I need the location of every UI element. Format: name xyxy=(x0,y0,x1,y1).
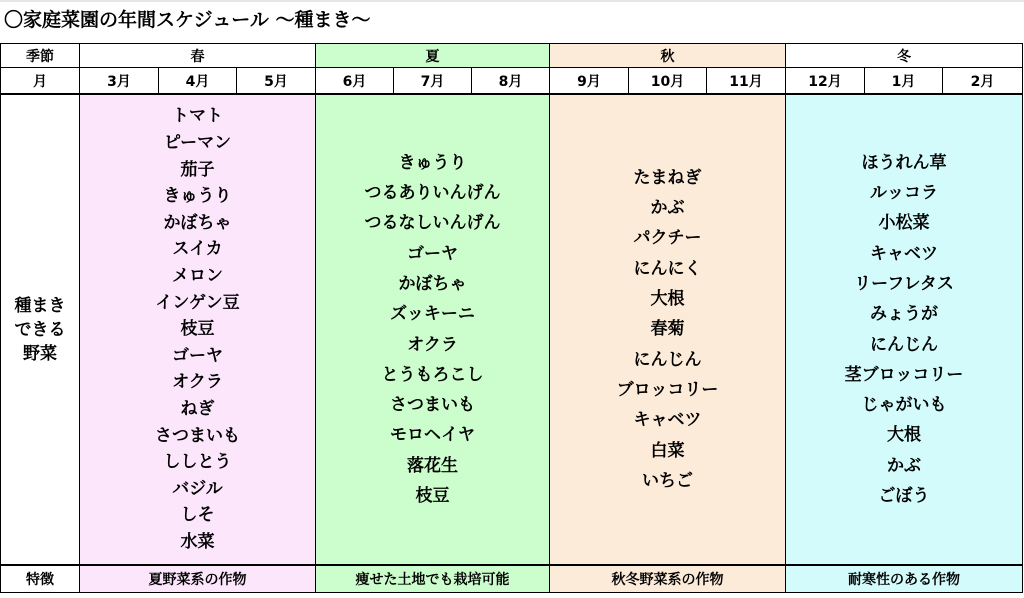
vegetable-item: ルッコラ xyxy=(869,183,938,204)
month-cell[interactable]: 7月 xyxy=(394,68,472,95)
vegetable-item: きゅうり xyxy=(398,152,467,173)
vegetable-row xyxy=(1,94,1023,565)
vegetable-item: キャベツ xyxy=(869,243,938,264)
month-cell[interactable]: 9月 xyxy=(550,68,629,95)
vegetable-item: ズッキーニ xyxy=(390,304,475,325)
vegetable-item: じゃがいも xyxy=(861,395,947,416)
month-cell[interactable]: 12月 xyxy=(786,68,865,95)
autumn-vegetable-list xyxy=(617,163,719,496)
vegetable-item: ピーマン xyxy=(163,133,232,154)
vegetable-item: つるありいんげん xyxy=(364,183,501,204)
month-row xyxy=(1,68,1023,95)
vegetable-item: モロヘイヤ xyxy=(390,425,475,446)
vegetable-item: トマト xyxy=(172,106,223,127)
vegetable-item: みょうが xyxy=(869,304,938,325)
vegetable-item: かぶ xyxy=(886,455,921,476)
vegetable-item: 落花生 xyxy=(407,455,458,476)
vegetable-item: つるなしいんげん xyxy=(364,213,501,234)
winter-feature[interactable]: 耐寒性のある作物 xyxy=(786,565,1023,593)
vegetable-item: ごぼう xyxy=(878,485,930,506)
vegetable-item: 小松菜 xyxy=(878,213,930,234)
vegetable-item: かぼちゃ xyxy=(398,273,467,294)
autumn-vegetable-cell[interactable] xyxy=(550,94,786,565)
season-summer[interactable]: 夏 xyxy=(316,44,550,68)
month-cell[interactable]: 6月 xyxy=(316,68,394,95)
spring-vegetable-list xyxy=(155,103,240,555)
vegetable-item: 大根 xyxy=(650,289,685,310)
vegetable-item: にんじん xyxy=(869,334,938,355)
vegetable-item: 枝豆 xyxy=(415,485,450,506)
month-cell[interactable]: 5月 xyxy=(237,68,316,95)
vegetable-item: オクラ xyxy=(172,372,223,393)
vegetable-item: いちご xyxy=(641,470,693,491)
vegetable-header-text: 種まき できる 野菜 xyxy=(14,295,66,364)
vegetable-item: ブロッコリー xyxy=(616,379,719,400)
vegetable-item: インゲン豆 xyxy=(155,292,240,313)
vegetable-item: スイカ xyxy=(172,239,223,260)
summer-feature[interactable]: 痩せた土地でも栽培可能 xyxy=(316,565,550,593)
vegetable-item: かぼちゃ xyxy=(163,212,232,233)
feature-header-label[interactable]: 特徴 xyxy=(1,565,80,593)
vegetable-item: たまねぎ xyxy=(633,167,702,188)
vegetable-item: バジル xyxy=(172,478,223,499)
vegetable-item: オクラ xyxy=(407,334,458,355)
season-header-label[interactable]: 季節 xyxy=(1,44,80,68)
feature-row xyxy=(1,565,1023,593)
month-cell[interactable]: 4月 xyxy=(159,68,237,95)
autumn-feature[interactable]: 秋冬野菜系の作物 xyxy=(550,565,786,593)
month-cell[interactable]: 2月 xyxy=(943,68,1023,95)
page-title: 〇家庭菜園の年間スケジュール ～種まき～ xyxy=(4,9,371,31)
month-cell[interactable]: 1月 xyxy=(865,68,943,95)
vegetable-item: ほうれん草 xyxy=(861,152,947,173)
vegetable-item: ねぎ xyxy=(180,398,215,419)
vegetable-item: しそ xyxy=(180,505,215,526)
vegetable-item: とうもろこし xyxy=(381,364,484,385)
vegetable-item: ししとう xyxy=(163,452,232,473)
vegetable-item: かぶ xyxy=(650,198,685,219)
vegetable-item: きゅうり xyxy=(163,186,232,207)
vegetable-item: 枝豆 xyxy=(180,319,215,340)
spreadsheet-top-edge xyxy=(0,0,1024,2)
vegetable-item: にんにく xyxy=(633,258,702,279)
summer-vegetable-list xyxy=(365,148,501,512)
vegetable-item: パクチー xyxy=(633,228,702,249)
season-winter[interactable]: 冬 xyxy=(786,44,1023,68)
vegetable-item: 水菜 xyxy=(180,531,215,552)
vegetable-item: 大根 xyxy=(886,425,921,446)
month-cell[interactable]: 11月 xyxy=(707,68,786,95)
vegetable-header-label[interactable] xyxy=(1,94,80,565)
month-cell[interactable]: 10月 xyxy=(629,68,707,95)
vegetable-item: さつまいも xyxy=(390,395,475,416)
season-row xyxy=(1,44,1023,68)
season-autumn[interactable]: 秋 xyxy=(550,44,786,68)
vegetable-item: 白菜 xyxy=(650,440,685,461)
winter-vegetable-cell[interactable] xyxy=(786,94,1023,565)
spring-feature[interactable]: 夏野菜系の作物 xyxy=(80,565,316,593)
vegetable-item: ゴーヤ xyxy=(407,243,458,264)
summer-vegetable-cell[interactable] xyxy=(316,94,550,565)
vegetable-item: リーフレタス xyxy=(854,273,954,294)
vegetable-item: 茄子 xyxy=(180,159,215,180)
winter-vegetable-list xyxy=(845,148,964,512)
vegetable-item: ゴーヤ xyxy=(172,345,223,366)
vegetable-item: メロン xyxy=(172,266,223,287)
month-cell[interactable]: 3月 xyxy=(80,68,159,95)
month-header-label[interactable]: 月 xyxy=(1,68,80,95)
vegetable-item: 春菊 xyxy=(650,319,685,340)
vegetable-item: キャベツ xyxy=(633,410,702,431)
season-spring[interactable]: 春 xyxy=(80,44,316,68)
vegetable-item: 茎ブロッコリー xyxy=(844,364,964,385)
schedule-table xyxy=(0,43,1023,593)
spring-vegetable-cell[interactable] xyxy=(80,94,316,565)
month-cell[interactable]: 8月 xyxy=(472,68,550,95)
vegetable-item: さつまいも xyxy=(155,425,240,446)
vegetable-item: にんじん xyxy=(633,349,702,370)
